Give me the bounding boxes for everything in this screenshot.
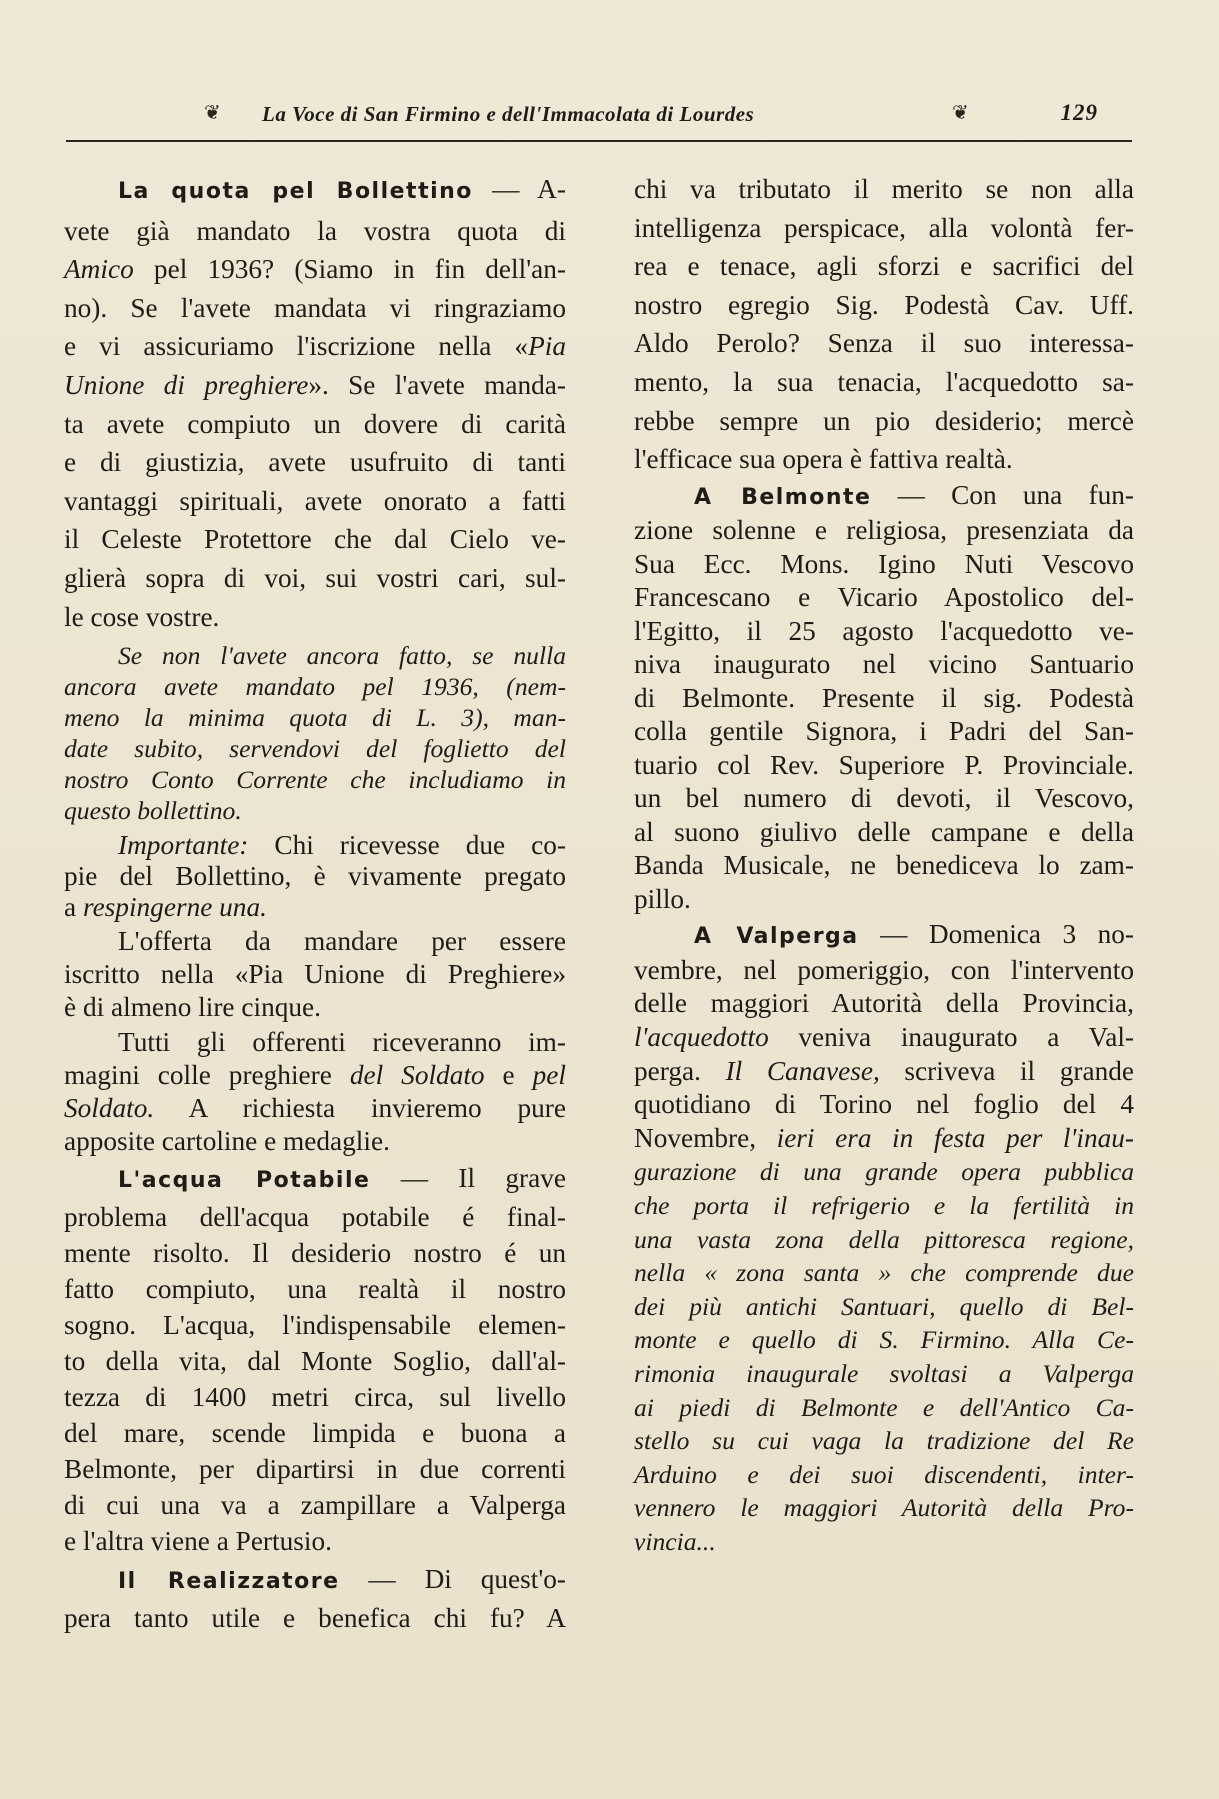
paragraph-acqua-potabile: L'acqua Potabile — Il grave problema dell'acqua potabile é final- mente risolto. Il desiderio nostro é un fatto compiuto, una realtà il nostro sogno. L'acqua, l'indispensabile elemen- to della vita, dal Monte Soglio, dall'al- tezza di 1400 metri circa, sul livello del mare, scende limpida e buona a Belmonte, per dipartirsi in due correnti di cui una va a zampillare a Valperga e l'altra viene a Pertusio. — [64, 1163, 566, 1557]
section-heading: A Belmonte — [694, 484, 872, 510]
paragraph-realizzatore: Il Realizzatore — Di quest'o- pera tanto utile e benefica chi fu? A — [64, 1564, 566, 1634]
running-header — [66, 96, 1132, 134]
section-heading: A Valperga — [694, 924, 859, 950]
paragraph-offerta: L'offerta da mandare per essere iscritto nella «Pia Unione di Preghiere» è di almeno lire cinque. — [64, 926, 566, 1023]
right-column — [634, 170, 1134, 1559]
section-heading: La quota pel Bollettino — [118, 179, 473, 204]
section-heading: Il Realizzatore — [118, 1569, 340, 1595]
flower-ornament-icon: ❦ — [952, 102, 969, 124]
flower-ornament-icon: ❦ — [204, 102, 221, 124]
paragraph-importante: Importante: Chi ricevesse due co- pie del Bollettino, è vivamente pregato a respingerne una. — [64, 830, 566, 923]
page-number: 129 — [1060, 100, 1098, 125]
left-column — [64, 170, 566, 1636]
paragraph-offerenti: Tutti gli offerenti riceveranno im- magini colle preghiere del Soldato e pel Soldato. A richiesta invieremo pure apposite cartoline e medaglie. — [64, 1027, 566, 1157]
paragraph-realizzatore-cont: chi va tributato il merito se non alla intelligenza perspicace, alla volontà fer- rea e tenace, agli sforzi e sacrifici del nostro egregio Sig. Podestà Cav. Uff. Aldo Perolo? Senza il suo interessa- mento, la sua tenacia, l'acquedotto sa- rebbe sempre un pio desiderio; mercè l'efficace sua opera è fattiva realtà. — [634, 174, 1134, 475]
section-heading: L'acqua Potabile — [118, 1168, 371, 1194]
header-rule — [66, 140, 1132, 142]
paragraph-valperga: A Valperga — Domenica 3 no- vembre, nel pomeriggio, con l'intervento delle maggiori Autorità della Provincia, l'acquedotto veniva inaugurato a Val- perga. Il Canavese, scriveva il grande quotidiano di Torino nel foglio del 4 Novembre, ieri era in festa per l'inau- gurazione di una grande opera pubblica che porta il refrigerio e la fertilità in una vasta zona della pittoresca regione, nella « zona santa » che comprende due dei più antichi Santuari, quello di Bel- monte e quello di S. Firmino. Alla Ce- rimonia inaugurale svoltasi a Valperga ai piedi di Belmonte e dell'Antico Ca- stello su cui vaga la tradizione del Re Arduino e dei suoi discendenti, inter- vennero le maggiori Autorità della Pro- vincia... — [634, 919, 1134, 1556]
header-title: La Voce di San Firmino e dell'Immacolata di Lourdes — [262, 102, 755, 126]
paragraph-reminder: Se non l'avete ancora fatto, se nulla ancora avete mandato pel 1936, (nem- meno la minima quota di L. 3), man- date subito, servendovi del foglietto del nostro Conto Corrente che includiamo in questo bollettino. — [64, 641, 566, 826]
paragraph-belmonte: A Belmonte — Con una fun- zione solenne e religiosa, presenziata da Sua Ecc. Mons. Igino Nuti Vescovo Francescano e Vicario Apostolico del- l'Egitto, il 25 agosto l'acquedotto ve- niva inaugurato nel vicino Santuario di Belmonte. Presente il sig. Podestà colla gentile Signora, i Padri del San- tuario col Rev. Superiore P. Provinciale. un bel numero di devoti, il Vescovo, al suono giulivo delle campane e della Banda Musicale, ne benediceva lo zam- pillo. — [634, 479, 1134, 914]
paragraph-quota-bollettino: La quota pel Bollettino — A- vete già mandato la vostra quota di Amico pel 1936? (Siamo in fin dell'an- no). Se l'avete mandata vi ringraziamo e vi assicuriamo l'iscrizione nella «Pia Unione di preghiere». Se l'avete manda- ta avete compiuto un dovere di carità e di giustizia, avete usufruito di tanti vantaggi spirituali, avete onorato a fatti il Celeste Protettore che dal Cielo ve- glierà sopra di voi, sui vostri cari, sul- le cose vostre. — [64, 174, 566, 632]
